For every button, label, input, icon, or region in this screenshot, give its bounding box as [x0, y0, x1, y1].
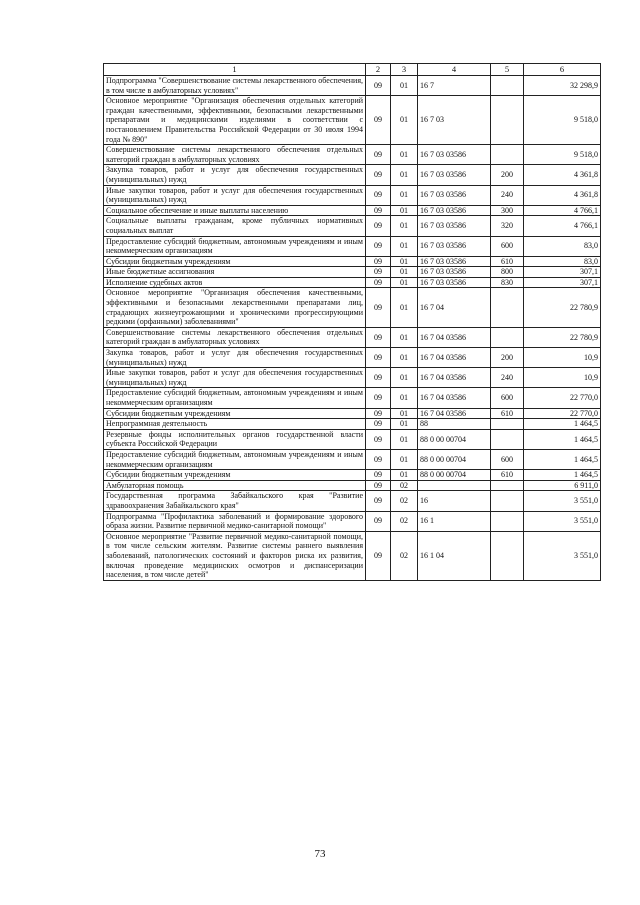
table-row: [104, 368, 601, 388]
header-cell: 3: [391, 64, 418, 76]
table-row: [104, 511, 601, 531]
row-expense-type-cell: 300: [491, 205, 524, 216]
row-expense-type-cell: 600: [491, 449, 524, 469]
row-amount-cell: 83,0: [524, 236, 601, 256]
page-number: 73: [314, 848, 326, 860]
row-section-cell: 09: [366, 368, 391, 388]
row-name-cell: Социальные выплаты гражданам, кроме публичных нормативных социальных выплат: [104, 216, 366, 236]
row-amount-cell: 10,9: [524, 348, 601, 368]
row-target-article-cell: 16 1 04: [418, 531, 491, 580]
row-name-cell: Подпрограмма "Совершенствование системы лекарственного обеспечения, в том числе в амбулаторных условиях": [104, 76, 366, 96]
row-section-cell: 09: [366, 470, 391, 481]
row-name-cell: Субсидии бюджетным учреждениям: [104, 256, 366, 267]
row-amount-cell: 6 911,0: [524, 480, 601, 491]
row-subsection-cell: 02: [391, 531, 418, 580]
row-expense-type-cell: [491, 96, 524, 145]
row-section-cell: 09: [366, 348, 391, 368]
row-target-article-cell: 16 7 03 03586: [418, 256, 491, 267]
row-subsection-cell: 01: [391, 327, 418, 347]
table-row: [104, 288, 601, 327]
row-subsection-cell: 01: [391, 388, 418, 408]
row-section-cell: 09: [366, 491, 391, 511]
row-expense-type-cell: 200: [491, 165, 524, 185]
row-subsection-cell: 01: [391, 348, 418, 368]
row-expense-type-cell: 320: [491, 216, 524, 236]
table-row: [104, 429, 601, 449]
row-target-article-cell: 16 7: [418, 76, 491, 96]
row-section-cell: 09: [366, 267, 391, 278]
row-name-cell: Предоставление субсидий бюджетным, автономным учреждениям и иным некоммерческим организациям: [104, 449, 366, 469]
row-amount-cell: 3 551,0: [524, 511, 601, 531]
row-amount-cell: 9 518,0: [524, 96, 601, 145]
row-target-article-cell: 16: [418, 491, 491, 511]
row-section-cell: 09: [366, 288, 391, 327]
row-subsection-cell: 01: [391, 205, 418, 216]
row-subsection-cell: 01: [391, 236, 418, 256]
row-name-cell: Закупка товаров, работ и услуг для обеспечения государственных (муниципальных) нужд: [104, 165, 366, 185]
row-amount-cell: 22 780,9: [524, 288, 601, 327]
row-name-cell: Субсидии бюджетным учреждениям: [104, 408, 366, 419]
row-target-article-cell: 16 7 04 03586: [418, 348, 491, 368]
row-section-cell: 09: [366, 256, 391, 267]
row-section-cell: 09: [366, 96, 391, 145]
row-amount-cell: 22 770,0: [524, 388, 601, 408]
table-row: [104, 348, 601, 368]
budget-table: [103, 63, 601, 581]
row-expense-type-cell: 240: [491, 368, 524, 388]
table-row: [104, 76, 601, 96]
row-target-article-cell: 16 7 03: [418, 96, 491, 145]
row-expense-type-cell: 200: [491, 348, 524, 368]
table-row: [104, 419, 601, 430]
row-name-cell: Закупка товаров, работ и услуг для обеспечения государственных (муниципальных) нужд: [104, 348, 366, 368]
row-section-cell: 09: [366, 408, 391, 419]
row-expense-type-cell: [491, 429, 524, 449]
row-amount-cell: 1 464,5: [524, 419, 601, 430]
row-target-article-cell: 88 0 00 00704: [418, 449, 491, 469]
row-amount-cell: 1 464,5: [524, 429, 601, 449]
row-amount-cell: 22 780,9: [524, 327, 601, 347]
header-cell: 1: [104, 64, 366, 76]
row-section-cell: 09: [366, 327, 391, 347]
row-target-article-cell: 88: [418, 419, 491, 430]
row-amount-cell: 10,9: [524, 368, 601, 388]
row-section-cell: 09: [366, 185, 391, 205]
row-expense-type-cell: 800: [491, 267, 524, 278]
row-target-article-cell: 16 7 03 03586: [418, 277, 491, 288]
header-cell: 2: [366, 64, 391, 76]
table-row: [104, 185, 601, 205]
row-amount-cell: 307,1: [524, 267, 601, 278]
row-target-article-cell: 88 0 00 00704: [418, 470, 491, 481]
table-header-row: [104, 64, 601, 76]
budget-table-container: [103, 63, 600, 581]
row-name-cell: Иные закупки товаров, работ и услуг для обеспечения государственных (муниципальных) нужд: [104, 185, 366, 205]
row-name-cell: Совершенствование системы лекарственного обеспечения отдельных категорий граждан в амбулаторных условиях: [104, 327, 366, 347]
row-amount-cell: 32 298,9: [524, 76, 601, 96]
row-name-cell: Предоставление субсидий бюджетным, автономным учреждениям и иным некоммерческим организациям: [104, 388, 366, 408]
row-name-cell: Иные закупки товаров, работ и услуг для обеспечения государственных (муниципальных) нужд: [104, 368, 366, 388]
row-expense-type-cell: [491, 480, 524, 491]
row-subsection-cell: 01: [391, 76, 418, 96]
row-section-cell: 09: [366, 511, 391, 531]
table-row: [104, 205, 601, 216]
table-row: [104, 470, 601, 481]
row-subsection-cell: 01: [391, 449, 418, 469]
row-amount-cell: 3 551,0: [524, 531, 601, 580]
row-amount-cell: 22 770,0: [524, 408, 601, 419]
row-subsection-cell: 01: [391, 96, 418, 145]
row-section-cell: 09: [366, 216, 391, 236]
table-row: [104, 145, 601, 165]
row-name-cell: Подпрограмма "Профилактика заболеваний и формирование здорового образа жизни. Развитие первичной медико-санитарной помощи": [104, 511, 366, 531]
row-target-article-cell: 16 7 03 03586: [418, 216, 491, 236]
header-cell: 6: [524, 64, 601, 76]
row-name-cell: Резервные фонды исполнительных органов государственной власти субъекта Российской Федерации: [104, 429, 366, 449]
row-target-article-cell: 16 7 04 03586: [418, 368, 491, 388]
row-subsection-cell: 01: [391, 185, 418, 205]
table-row: [104, 216, 601, 236]
row-section-cell: 09: [366, 429, 391, 449]
row-amount-cell: 307,1: [524, 277, 601, 288]
row-section-cell: 09: [366, 388, 391, 408]
row-name-cell: Основное мероприятие "Организация обеспечения качественными, эффективными и безопасными лекарственными препаратами лиц, страдающих жизнеугрожающими и хроническими прогрессирующими редкими (орфанными) заболеваниями": [104, 288, 366, 327]
row-target-article-cell: 16 7 03 03586: [418, 236, 491, 256]
table-row: [104, 96, 601, 145]
row-subsection-cell: 01: [391, 256, 418, 267]
row-amount-cell: 9 518,0: [524, 145, 601, 165]
row-expense-type-cell: 610: [491, 408, 524, 419]
row-name-cell: Иные бюджетные ассигнования: [104, 267, 366, 278]
row-amount-cell: 1 464,5: [524, 449, 601, 469]
row-target-article-cell: 16 7 04 03586: [418, 388, 491, 408]
row-expense-type-cell: [491, 76, 524, 96]
row-expense-type-cell: 240: [491, 185, 524, 205]
row-name-cell: Основное мероприятие "Организация обеспечения отдельных категорий граждан качественными, эффективными, безопасными лекарственными препаратами и медицинскими изделиями в соответствии с постановлением Правительства Российской Федерации от 30 июля 1994 года № 890": [104, 96, 366, 145]
row-amount-cell: 1 464,5: [524, 470, 601, 481]
row-target-article-cell: 16 7 04 03586: [418, 327, 491, 347]
row-name-cell: Непрограммная деятельность: [104, 419, 366, 430]
table-row: [104, 267, 601, 278]
row-target-article-cell: [418, 480, 491, 491]
row-section-cell: 09: [366, 165, 391, 185]
header-cell: 4: [418, 64, 491, 76]
row-expense-type-cell: [491, 145, 524, 165]
table-row: [104, 327, 601, 347]
row-amount-cell: 4 766,1: [524, 216, 601, 236]
row-target-article-cell: 16 7 03 03586: [418, 185, 491, 205]
row-subsection-cell: 01: [391, 429, 418, 449]
row-name-cell: Предоставление субсидий бюджетным, автономным учреждениям и иным некоммерческим организациям: [104, 236, 366, 256]
row-expense-type-cell: [491, 288, 524, 327]
row-name-cell: Основное мероприятие "Развитие первичной медико-санитарной помощи, в том числе сельским жителям. Развитие системы раннего выявления заболеваний, патологических состояний и факторов риска их развития, включая проведение медицинских осмотров и диспансеризации населения, в том числе детей": [104, 531, 366, 580]
row-section-cell: 09: [366, 531, 391, 580]
row-section-cell: 09: [366, 449, 391, 469]
row-section-cell: 09: [366, 76, 391, 96]
row-expense-type-cell: [491, 531, 524, 580]
table-row: [104, 165, 601, 185]
row-expense-type-cell: 610: [491, 256, 524, 267]
row-subsection-cell: 01: [391, 419, 418, 430]
row-expense-type-cell: [491, 327, 524, 347]
header-cell: 5: [491, 64, 524, 76]
row-subsection-cell: 02: [391, 491, 418, 511]
row-subsection-cell: 01: [391, 408, 418, 419]
row-amount-cell: 4 766,1: [524, 205, 601, 216]
row-target-article-cell: 16 7 04: [418, 288, 491, 327]
row-name-cell: Исполнение судебных актов: [104, 277, 366, 288]
row-section-cell: 09: [366, 236, 391, 256]
row-amount-cell: 83,0: [524, 256, 601, 267]
row-subsection-cell: 02: [391, 480, 418, 491]
table-row: [104, 491, 601, 511]
table-row: [104, 531, 601, 580]
row-subsection-cell: 02: [391, 511, 418, 531]
row-subsection-cell: 01: [391, 368, 418, 388]
row-target-article-cell: 16 7 03 03586: [418, 165, 491, 185]
row-target-article-cell: 16 7 03 03586: [418, 145, 491, 165]
table-row: [104, 408, 601, 419]
row-amount-cell: 4 361,8: [524, 165, 601, 185]
row-subsection-cell: 01: [391, 216, 418, 236]
table-row: [104, 449, 601, 469]
row-section-cell: 09: [366, 205, 391, 216]
row-section-cell: 09: [366, 480, 391, 491]
row-amount-cell: 3 551,0: [524, 491, 601, 511]
row-subsection-cell: 01: [391, 470, 418, 481]
row-name-cell: Субсидии бюджетным учреждениям: [104, 470, 366, 481]
row-name-cell: Совершенствование системы лекарственного обеспечения отдельных категорий граждан в амбулаторных условиях: [104, 145, 366, 165]
row-section-cell: 09: [366, 419, 391, 430]
row-name-cell: Амбулаторная помощь: [104, 480, 366, 491]
row-name-cell: Социальное обеспечение и иные выплаты населению: [104, 205, 366, 216]
row-target-article-cell: 16 7 04 03586: [418, 408, 491, 419]
row-subsection-cell: 01: [391, 267, 418, 278]
row-target-article-cell: 16 1: [418, 511, 491, 531]
row-expense-type-cell: 610: [491, 470, 524, 481]
row-target-article-cell: 88 0 00 00704: [418, 429, 491, 449]
row-section-cell: 09: [366, 277, 391, 288]
row-name-cell: Государственная программа Забайкальского края "Развитие здравоохранения Забайкальского края": [104, 491, 366, 511]
row-expense-type-cell: 600: [491, 388, 524, 408]
row-expense-type-cell: 600: [491, 236, 524, 256]
row-expense-type-cell: [491, 511, 524, 531]
row-subsection-cell: 01: [391, 288, 418, 327]
row-amount-cell: 4 361,8: [524, 185, 601, 205]
row-section-cell: 09: [366, 145, 391, 165]
row-subsection-cell: 01: [391, 165, 418, 185]
table-row: [104, 256, 601, 267]
row-subsection-cell: 01: [391, 145, 418, 165]
table-row: [104, 236, 601, 256]
row-target-article-cell: 16 7 03 03586: [418, 205, 491, 216]
table-row: [104, 277, 601, 288]
row-expense-type-cell: [491, 419, 524, 430]
row-expense-type-cell: [491, 491, 524, 511]
table-row: [104, 480, 601, 491]
table-row: [104, 388, 601, 408]
row-subsection-cell: 01: [391, 277, 418, 288]
row-expense-type-cell: 830: [491, 277, 524, 288]
row-target-article-cell: 16 7 03 03586: [418, 267, 491, 278]
